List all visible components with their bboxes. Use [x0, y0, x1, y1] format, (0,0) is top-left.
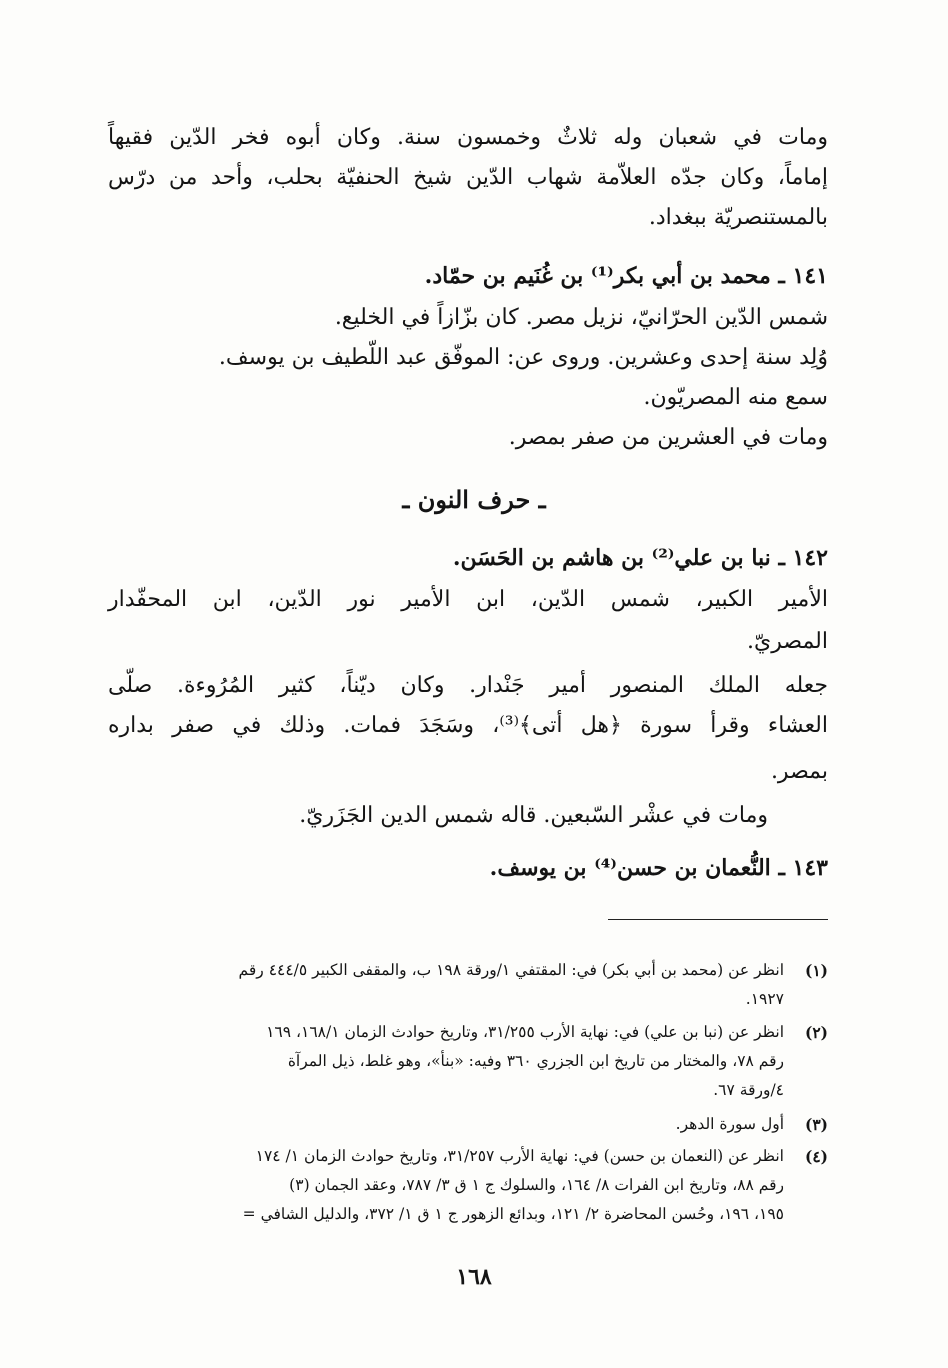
- paragraph-intro: [108, 118, 828, 198]
- footnote-number: (٣): [804, 1115, 828, 1134]
- text-line: الأمير الكبير، شمس الدّين، ابن الأمير نور الدّين، ابن المحفّدار: [108, 587, 828, 612]
- entry-142-paragraph-3: ومات في عشْر السّبعين. قاله شمس الدين الجَزَريّ.: [299, 803, 768, 828]
- text-line: وُلِد سنة إحدى وعشرين. وروى عن: الموفّق عبد اللّطيف بن يوسف.: [218, 345, 828, 370]
- text-line: سمع منه المصريّون.: [643, 385, 828, 410]
- footnote-3: [108, 1110, 828, 1140]
- text-line: شمس الدّين الحرّانيّ، نزيل مصر. كان بزّازاً في الخليع.: [334, 305, 828, 330]
- footnote-line: ٤/ورقة ٦٧.: [713, 1081, 784, 1099]
- footnote-1: [108, 956, 828, 1016]
- section-title: ـ حرف النون ـ: [402, 485, 546, 514]
- footnote-separator: [608, 919, 828, 920]
- entry-heading-142: ١٤٢ ـ نبا بن علي⁽²⁾ بن هاشم بن الحَسَن.: [452, 545, 828, 571]
- text-line: العشاء وقرأ سورة ﴿هل أتى﴾⁽³⁾، وسَجَدَ فمات. وذلك في صفر بداره: [108, 713, 828, 738]
- text-line: ومات في العشرين من صفر بمصر.: [508, 425, 828, 450]
- footnote-number: (٤): [804, 1147, 828, 1166]
- text-line: جعله الملك المنصور أمير جَنْدار. وكان ديّناً، كثير المُرُوءة. صلّى: [108, 673, 828, 698]
- footnote-line: أول سورة الدهر.: [675, 1115, 784, 1133]
- entry-heading-141: ١٤١ ـ محمد بن أبي بكر⁽¹⁾ بن غُنَيم بن حمّاد.: [424, 263, 828, 289]
- footnote-line: رقم ٧٨، والمختار من تاريخ ابن الجزري ٣٦٠ وفيه: «بنأ»، وهو غلط، ذيل المرآة: [287, 1052, 784, 1070]
- text-line: بالمستنصريّة ببغداد.: [648, 205, 828, 230]
- footnote-line: انظر عن (نبا بن علي) في: نهاية الأرب ٣١/٢٥٥، وتاريخ حوادث الزمان ١٦٨/١، ١٦٩: [266, 1023, 784, 1041]
- footnote-line: ١٩٥، ١٩٦، وحُسن المحاضرة ٢/ ١٢١، وبدائع الزهور ج ١ ق ١/ ٣٧٢، والدليل الشافي =: [242, 1205, 784, 1223]
- footnote-number: (٢): [804, 1023, 828, 1042]
- footnote-line: انظر عن (محمد بن أبي بكر) في: المقتفي ١/ورقة ١٩٨ ب، والمقفى الكبير ٤٤٤/٥ رقم: [238, 961, 784, 979]
- entry-142-paragraph-2: [108, 666, 828, 746]
- page-number: ١٦٨: [456, 1264, 492, 1290]
- footnote-2: [108, 1018, 828, 1108]
- entry-142-paragraph-1: [108, 580, 828, 620]
- text-line: بمصر.: [770, 759, 828, 784]
- footnote-number: (١): [804, 961, 828, 980]
- text-line: المصريّ.: [747, 629, 828, 654]
- footnote-line: رقم ٨٨، وتاريخ ابن الفرات ٨/ ١٦٤، والسلوك ج ١ ق ٣/ ٧٨٧، وعقد الجمان (٣): [289, 1176, 784, 1194]
- text-line: ومات في شعبان وله ثلاثٌ وخمسون سنة. وكان أبوه فخر الدّين فقيهاً: [108, 125, 828, 150]
- footnote-4: [108, 1142, 828, 1232]
- text-line: إماماً، وكان جدّه العلاّمة شهاب الدّين شيخ الحنفيّة بحلب، وأحد من درّس: [108, 165, 828, 190]
- entry-heading-143: ١٤٣ ـ النُّعمان بن حسن⁽⁴⁾ بن يوسف.: [489, 855, 828, 881]
- footnote-line: ١٩٢٧.: [745, 990, 784, 1008]
- entry-141-text: [219, 298, 828, 458]
- footnote-line: انظر عن (النعمان بن حسن) في: نهاية الأرب ٣١/٢٥٧، وتاريخ حوادث الزمان ١/ ١٧٤: [255, 1147, 784, 1165]
